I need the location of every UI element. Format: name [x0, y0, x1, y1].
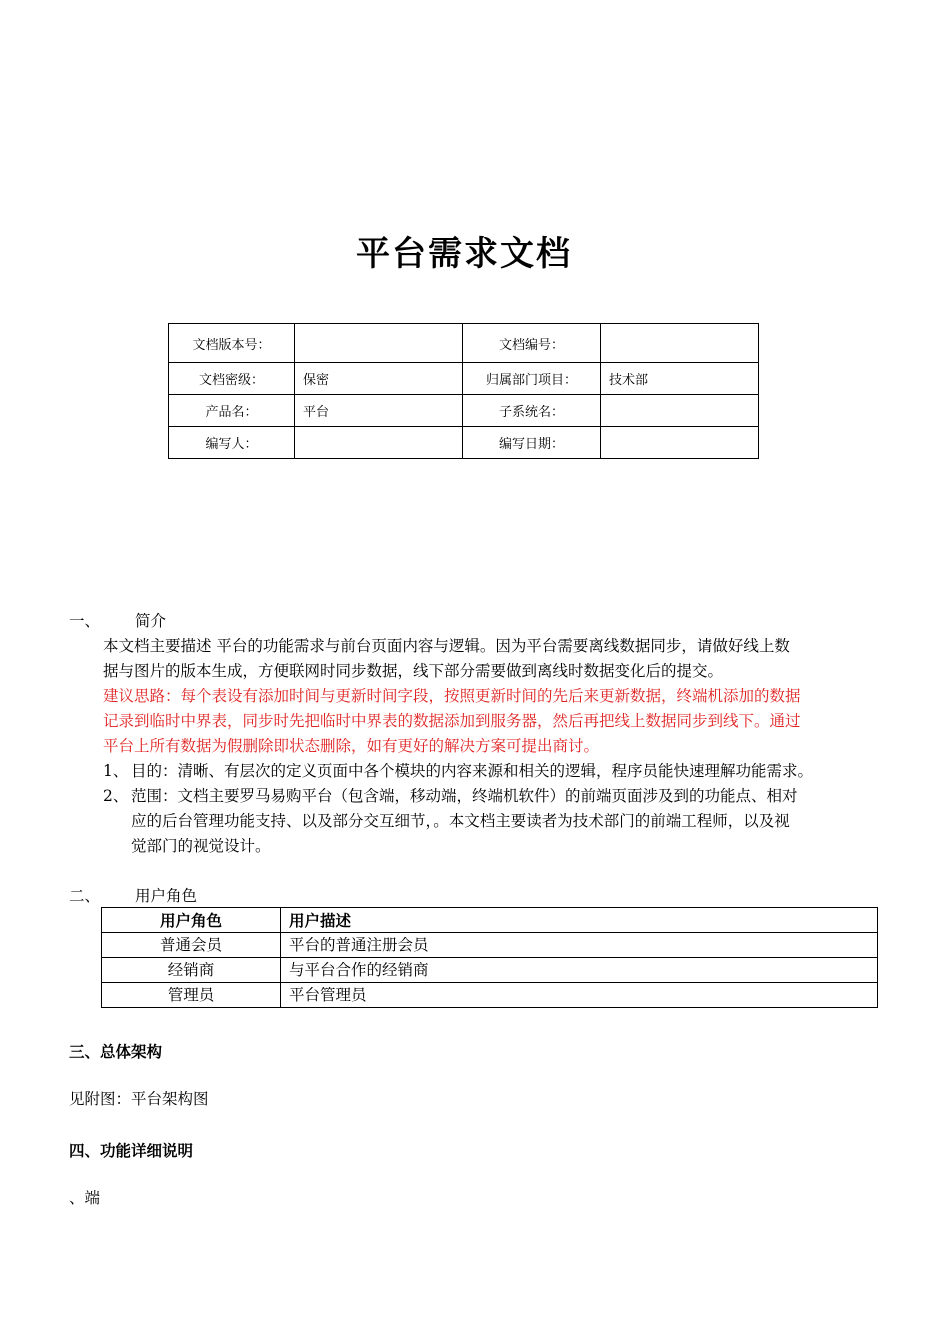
table-row	[169, 395, 759, 427]
item-2-text	[131, 784, 798, 859]
section-1-paragraph	[103, 634, 801, 759]
table-cell	[295, 427, 463, 459]
paragraph-line: 应的后台管理功能支持、以及部分交互细节，。本文档主要读者为技术部门的前端工程师，以及视	[131, 812, 790, 830]
item-1-number: 1、	[103, 762, 129, 780]
section-3-heading: 三、总体架构	[69, 1043, 163, 1061]
table-cell	[295, 324, 463, 363]
suggestion-line: 记录到临时中界表，同步时先把临时中界表的数据添加到服务器，然后再把线上数据同步到线下。通过	[103, 712, 801, 730]
page-title: 平台需求文档	[356, 234, 572, 274]
table-cell: 文档版本号：	[169, 324, 295, 363]
table-row	[102, 958, 878, 983]
table-cell	[601, 427, 759, 459]
table-header-row	[102, 908, 878, 933]
section-1-number: 一、	[69, 612, 101, 630]
column-header: 用户描述	[281, 908, 878, 933]
item-1-text: 目的：清晰、有层次的定义页面中各个模块的内容来源和相关的逻辑，程序员能快速理解功能需求。	[131, 762, 814, 780]
section-4-heading: 四、功能详细说明	[69, 1142, 194, 1160]
table-cell: 保密	[295, 363, 463, 395]
table-cell: 文档密级：	[169, 363, 295, 395]
paragraph-line: 范围：文档主要罗马易购平台（包含端，移动端，终端机软件）的前端页面涉及到的功能点、相对	[131, 787, 798, 805]
table-cell: 编写日期：	[463, 427, 601, 459]
section-2-number: 二、	[69, 887, 101, 905]
item-2-number: 2、	[103, 787, 129, 805]
table-cell	[601, 324, 759, 363]
table-cell	[601, 395, 759, 427]
table-cell: 普通会员	[102, 933, 281, 958]
section-2-heading: 用户角色	[135, 887, 198, 905]
table-row	[102, 933, 878, 958]
table-row	[169, 363, 759, 395]
table-cell: 编写人：	[169, 427, 295, 459]
table-cell: 与平台合作的经销商	[281, 958, 878, 983]
table-cell: 技术部	[601, 363, 759, 395]
table-cell: 平台	[295, 395, 463, 427]
table-cell: 归属部门项目：	[463, 363, 601, 395]
table-cell: 文档编号：	[463, 324, 601, 363]
document-info-table	[168, 323, 759, 459]
section-4-text: 、端	[69, 1189, 101, 1207]
column-header: 用户角色	[102, 908, 281, 933]
suggestion-line: 建议思路：每个表设有添加时间与更新时间字段，按照更新时间的先后来更新数据，终端机添加的数据	[103, 687, 801, 705]
paragraph-line: 据与图片的版本生成，方便联网时同步数据，线下部分需要做到离线时数据变化后的提交。	[103, 662, 724, 680]
table-cell: 管理员	[102, 983, 281, 1008]
table-cell: 子系统名：	[463, 395, 601, 427]
user-roles-table	[101, 907, 878, 1008]
paragraph-line: 本文档主要描述 平台的功能需求与前台页面内容与逻辑。因为平台需要离线数据同步，请做好线上数	[103, 637, 790, 655]
table-row	[169, 427, 759, 459]
table-cell: 产品名：	[169, 395, 295, 427]
table-row	[102, 983, 878, 1008]
suggestion-line: 平台上所有数据为假删除即状态删除，如有更好的解决方案可提出商讨。	[103, 737, 600, 755]
table-cell: 平台的普通注册会员	[281, 933, 878, 958]
table-cell: 平台管理员	[281, 983, 878, 1008]
section-3-text: 见附图：平台架构图	[69, 1090, 209, 1108]
paragraph-line: 觉部门的视觉设计。	[131, 837, 271, 855]
section-1-heading: 简介	[135, 612, 167, 630]
table-row	[169, 324, 759, 363]
table-cell: 经销商	[102, 958, 281, 983]
